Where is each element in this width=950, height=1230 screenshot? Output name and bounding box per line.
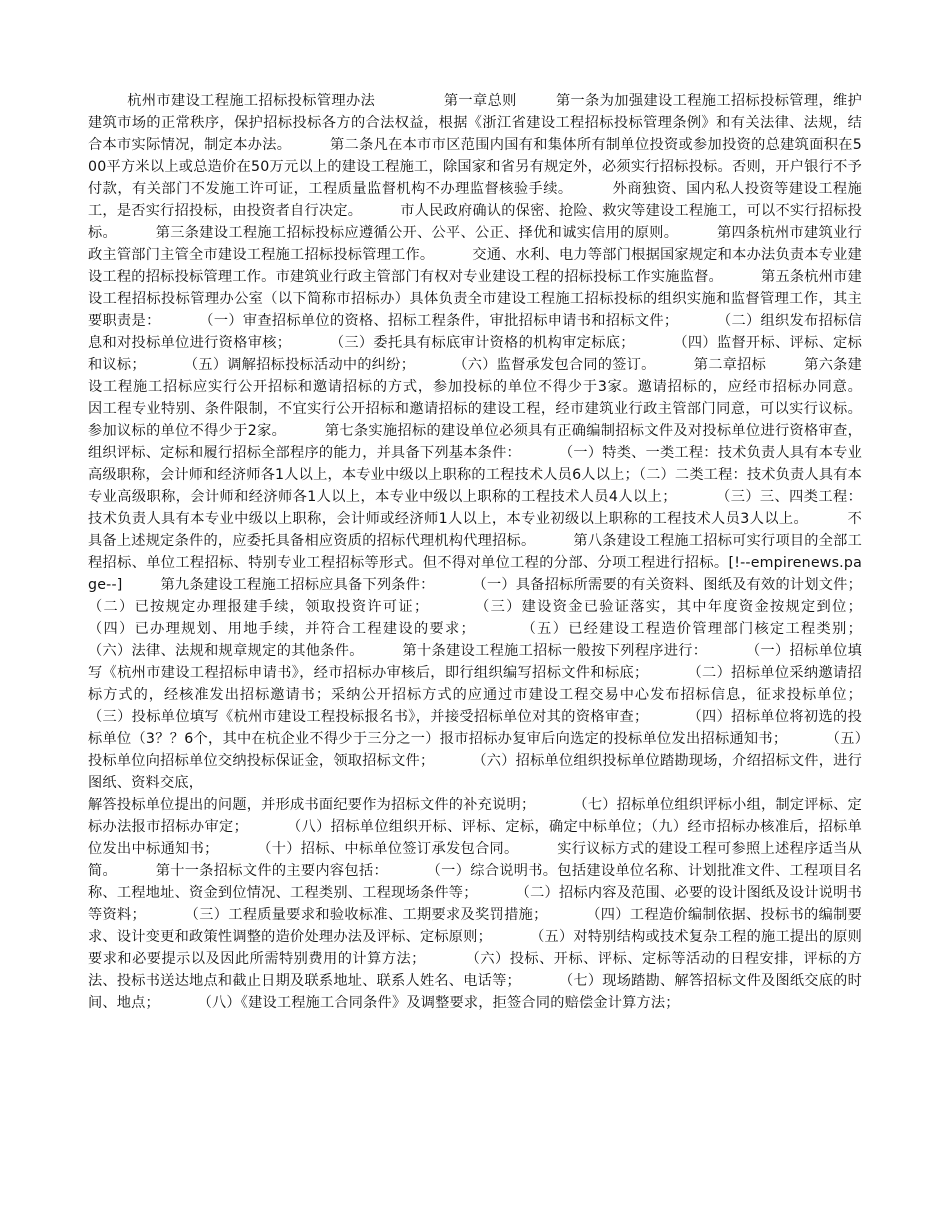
paragraph-1: 杭州市建设工程施工招标投标管理办法 第一章总则 第一条为加强建设工程施工招标投标管理，维护建筑市场的正常秩序，保护招标投标各方的合法权益，根据《浙江省建设工程招标投标管理条例》和有关法律、法规，结合本市实际情况，制定本办法。 第二条凡在本市市区范围内国有和集体所有制单位投资或参加投资的总建筑面积在500平方米以上或总造价在50万元以上的建设工程施工，除国家和省另有规定外，必须实行招标投标。否则，开户银行不予付款，有关部门不发施工许可证，工程质量监督机构不办理监督核验手续。 外商独资、国内私人投资等建设工程施工，是否实行招投标，由投资者自行决定。 市人民政府确认的保密、抢险、救灾等建设工程施工，可以不实行招标投标。 第三条建设工程施工招标投标应遵循公开、公平、公正、择优和诚实信用的原则。 第四条杭州市建筑业行政主管部门主管全市建设工程施工招标投标管理工作。 交通、水利、电力等部门根据国家规定和本办法负责本专业建设工程的招标投标管理工作。市建筑业行政主管部门有权对专业建设工程的招标投标工作实施监督。 第五条杭州市建设工程招标投标管理办公室（以下简称市招标办）具体负责全市建设工程施工招标投标的组织实施和监督管理工作，其主要职责是： （一）审查招标单位的资格、招标工程条件，审批招标申请书和招标文件； （二）组织发布招标信息和对投标单位进行资格审核； （三）委托具有标底审计资格的机构审定标底； （四）监督开标、评标、定标和议标； （五）调解招标投标活动中的纠纷； （六）监督承发包合同的签订。 第二章招标 第六条建设工程施工招标应实行公开招标和邀请招标的方式，参加投标的单位不得少于3家。邀请招标的，应经市招标办同意。 因工程专业特别、条件限制，不宜实行公开招标和邀请招标的建设工程，经市建筑业行政主管部门同意，可以实行议标。参加议标的单位不得少于2家。 第七条实施招标的建设单位必须具有正确编制招标文件及对投标单位进行资格审查，组织评标、定标和履行招标全部程序的能力，并具备下列基本条件： （一）特类、一类工程：技术负责人具有本专业高级职称，会计师和经济师各1人以上，本专业中级以上职称的工程技术人员6人以上；（二）二类工程：技术负责人具有本专业高级职称，会计师和经济师各1人以上，本专业中级以上职称的工程技术人员4人以上； （三）三、四类工程：技术负责人具有本专业中级以上职称，会计师或经济师1人以上，本专业初级以上职称的工程技术人员3人以上。 不具备上述规定条件的，应委托具备相应资质的招标代理机构代理招标。 第八条建设工程施工招标可实行项目的全部工程招标、单位工程招标、特别专业工程招标等形式。但不得对单位工程的分部、分项工程进行招标。[!--empirenews.page--] 第九条建设工程施工招标应具备下列条件： （一）具备招标所需要的有关资料、图纸及有效的计划文件；（二）已按规定办理报建手续，领取投资许可证； （三）建设资金已验证落实，其中年度资金按规定到位； （四）已办理规划、用地手续，并符合工程建设的要求； （五）已经建设工程造价管理部门核定工程类别； （六）法律、法规和规章规定的其他条件。 第十条建设工程施工招标一般按下列程序进行： （一）招标单位填写《杭州市建设工程招标申请书》，经市招标办审核后，即行组织编写招标文件和标底； （二）招标单位采纳邀请招标方式的，经核准发出招标邀请书；采纳公开招标方式的应通过市建设工程交易中心发布招标信息，征求投标单位； （三）投标单位填写《杭州市建设工程投标报名书》，并接受招标单位对其的资格审查； （四）招标单位将初选的投标单位（3？？6个，其中在杭企业不得少于三分之一）报市招标办复审后向选定的投标单位发出招标通知书； （五）投标单位向招标单位交纳投标保证金，领取招标文件； （六）招标单位组织投标单位踏勘现场，介绍招标文件，进行图纸、资料交底，: [88, 93, 900, 791]
document-body: [88, 90, 900, 1014]
paragraph-2: 解答投标单位提出的问题，并形成书面纪要作为招标文件的补充说明； （七）招标单位组织评标小组，制定评标、定标办法报市招标办审定； （八）招标单位组织开标、评标、定标，确定中标单位；（九）经市招标办核准后，招标单位发出中标通知书； （十）招标、中标单位签订承发包合同。 实行议标方式的建设工程可参照上述程序适当从简。 第十一条招标文件的主要内容包括： （一）综合说明书。包括建设单位名称、计划批准文件、工程项目名称、工程地址、资金到位情况、工程类别、工程现场条件等； （二）招标内容及范围、必要的设计图纸及设计说明书等资料； （三）工程质量要求和验收标准、工期要求及奖罚措施； （四）工程造价编制依据、投标书的编制要求、设计变更和政策性调整的造价处理办法及评标、定标原则； （五）对特别结构或技术复杂工程的施工提出的原则要求和必要提示以及因此所需特别费用的计算方法； （六）投标、开标、评标、定标等活动的日程安排，评标的方法、投标书送达地点和截止日期及联系地址、联系人姓名、电话等； （七）现场踏勘、解答招标文件及图纸交底的时间、地点； （八）《建设工程施工合同条件》及调整要求，拒签合同的赔偿金计算方法；: [88, 797, 862, 1011]
